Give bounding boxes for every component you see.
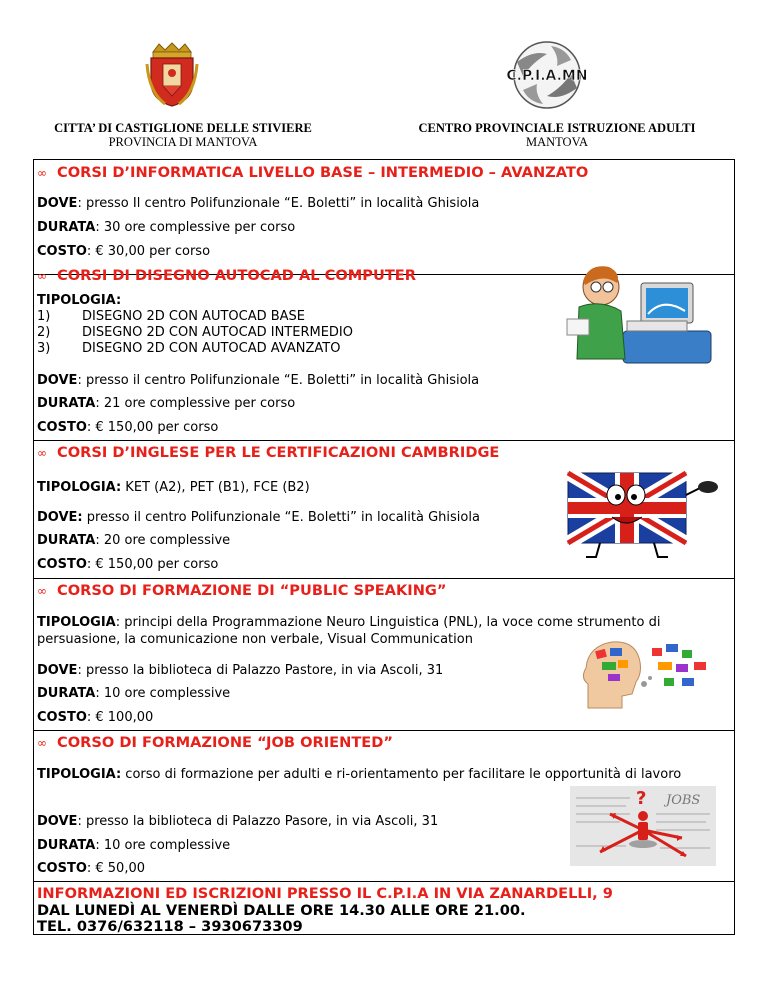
costo-line: COSTO: € 30,00 per corso (37, 244, 211, 259)
footer-line-address: INFORMAZIONI ED ISCRIZIONI PRESSO IL C.P.I.A IN VIA ZANARDELLI, 9 (37, 885, 613, 902)
cpia-logo-text: C.P.I.A.MN (506, 68, 588, 84)
bullet-icon: ∞ (37, 736, 47, 750)
bullet-icon: ∞ (37, 166, 47, 180)
durata-line: DURATA: 30 ore complessive per corso (37, 220, 296, 235)
durata-line: DURATA: 20 ore complessive (37, 533, 231, 548)
list-item: 3) DISEGNO 2D CON AUTOCAD AVANZATO (37, 341, 341, 356)
city-coat-of-arms-icon (145, 42, 199, 108)
bullet-icon: ∞ (37, 446, 47, 460)
dove-line: DOVE: presso il centro Polifunzionale “E. Boletti” in località Ghisiola (37, 373, 480, 388)
dove-line: DOVE: presso la biblioteca di Palazzo Pastore, in via Ascoli, 31 (37, 663, 444, 678)
list-item: 2) DISEGNO 2D CON AUTOCAD INTERMEDIO (37, 325, 354, 340)
bullet-icon: ∞ (37, 584, 47, 598)
footer-line-hours: DAL LUNEDÌ AL VENERDÌ DALLE ORE 14.30 ALLE ORE 21.00. (37, 901, 526, 919)
durata-line: DURATA: 21 ore complessive per corso (37, 396, 296, 411)
job-search-illustration-icon (570, 786, 716, 866)
tipologia-line: TIPOLOGIA: KET (A2), PET (B1), FCE (B2) (37, 480, 310, 495)
costo-line: COSTO: € 150,00 per corso (37, 557, 219, 572)
header-right (395, 121, 719, 149)
list-item: 1) DISEGNO 2D CON AUTOCAD BASE (37, 309, 306, 324)
section-title-job-oriented: ∞ CORSO DI FORMAZIONE “JOB ORIENTED” (37, 734, 393, 751)
jobs-word: JOBS (666, 793, 701, 808)
tipologia-label: TIPOLOGIA: (37, 293, 122, 308)
dove-line: DOVE: presso il centro Polifunzionale “E. Boletti” in località Ghisiola (37, 510, 480, 525)
province-name: PROVINCIA DI MANTOVA (108, 135, 258, 149)
section-divider (33, 440, 735, 441)
dove-line: DOVE: presso la biblioteca di Palazzo Pasore, in via Ascoli, 31 (37, 814, 439, 829)
bullet-icon: ∞ (37, 269, 47, 283)
costo-line: COSTO: € 150,00 per corso (37, 420, 219, 435)
city-name: CITTA’ DI CASTIGLIONE DELLE STIVIERE (54, 121, 312, 135)
section-title-autocad: ∞ CORSI DI DISEGNO AUTOCAD AL COMPUTER (37, 267, 416, 284)
speaking-head-illustration-icon (578, 638, 718, 712)
center-name: CENTRO PROVINCIALE ISTRUZIONE ADULTI (418, 121, 696, 135)
header-left (34, 121, 332, 149)
footer-line-phone: TEL. 0376/632118 – 3930673309 (37, 918, 303, 935)
union-jack-illustration-icon (560, 465, 720, 560)
durata-line: DURATA: 10 ore complessive (37, 838, 231, 853)
section-divider (33, 578, 735, 579)
costo-line: COSTO: € 50,00 (37, 861, 146, 876)
durata-line: DURATA: 10 ore complessive (37, 686, 231, 701)
section-divider (33, 881, 735, 882)
center-city: MANTOVA (525, 135, 589, 149)
section-title-public-speaking: ∞ CORSO DI FORMAZIONE DI “PUBLIC SPEAKING” (37, 582, 447, 599)
section-divider (33, 730, 735, 731)
question-mark-icon: ? (636, 788, 647, 809)
costo-line: COSTO: € 100,00 (37, 710, 154, 725)
dove-line: DOVE: presso Il centro Polifunzionale “E. Boletti” in località Ghisiola (37, 196, 480, 211)
tipologia-paragraph: TIPOLOGIA: corso di formazione per adulti e ri-orientamento per facilitare le opportunità di lavoro (37, 767, 682, 782)
section-title-inglese: ∞ CORSI D’INGLESE PER LE CERTIFICAZIONI CAMBRIDGE (37, 444, 500, 461)
autocad-tipologia-list (37, 293, 353, 357)
section-title-informatica: ∞ CORSI D’INFORMATICA LIVELLO BASE – INTERMEDIO – AVANZATO (37, 164, 589, 181)
footer-info (37, 886, 613, 936)
tipologia-paragraph: TIPOLOGIA: principi della Programmazione Neuro Linguistica (PNL), la voce come strumento di persuasione, la comunicazione non verbale, Visual Communication (37, 615, 661, 647)
cpia-logo-icon (503, 40, 591, 110)
computer-user-illustration-icon (563, 259, 713, 369)
